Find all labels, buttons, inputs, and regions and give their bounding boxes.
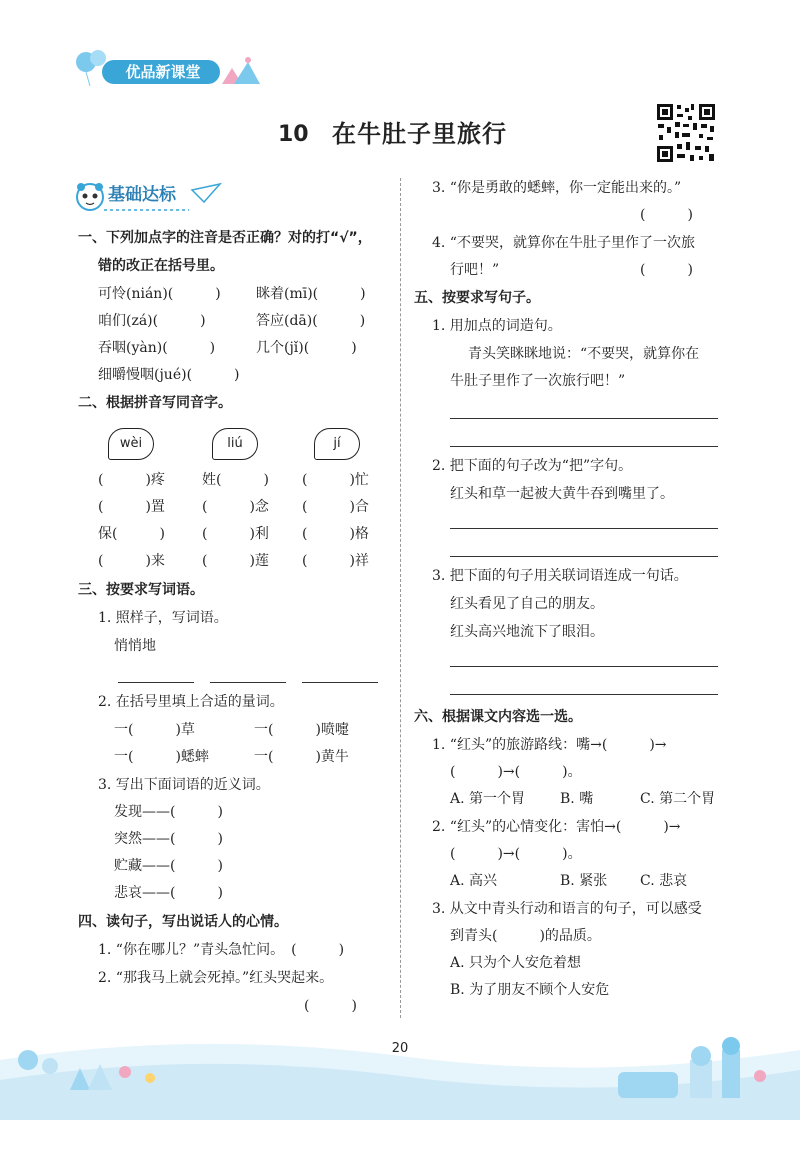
- q6-option[interactable]: C. 第二个胃: [640, 791, 716, 807]
- section-badge: [74, 180, 224, 214]
- q6-item: 2. “红头”的心情变化：害怕→( )→: [432, 819, 681, 835]
- answer-line[interactable]: [302, 682, 378, 683]
- section-badge-label: 基础达标: [108, 185, 176, 205]
- q6-option[interactable]: C. 悲哀: [640, 873, 688, 889]
- q3-synonym: 突然——( ): [114, 831, 223, 847]
- answer-line[interactable]: [450, 666, 718, 667]
- q2-cell: ( )祥: [302, 553, 369, 569]
- q5-quote: 青头笑眯眯地说：“不要哭，就算你在: [468, 346, 700, 362]
- q3-title: 三、按要求写词语。: [78, 582, 204, 598]
- q6-option[interactable]: A. 只为个人安危着想: [450, 955, 582, 971]
- q5-quote: 牛肚子里作了一次旅行吧！”: [450, 373, 626, 389]
- q1-item: 吞咽(yàn)( ): [98, 340, 216, 356]
- q2-cell: 姓( ): [202, 472, 269, 488]
- q2-cell: ( )合: [302, 499, 369, 515]
- q6-option[interactable]: A. 第一个胃: [450, 791, 526, 807]
- q2-cell: 保( ): [98, 526, 165, 542]
- q5-title: 五、按要求写句子。: [414, 290, 540, 306]
- q6-title: 六、根据课文内容选一选。: [414, 709, 582, 725]
- q6-option[interactable]: B. 为了朋友不顾个人安危: [450, 982, 610, 998]
- q5-sub1: 1. 用加点的词造句。: [432, 318, 562, 334]
- q1-item: 答应(dā)( ): [256, 313, 366, 329]
- page-number: 20: [391, 1041, 409, 1056]
- q6-option[interactable]: B. 紧张: [560, 873, 608, 889]
- answer-line[interactable]: [450, 446, 718, 447]
- brand-logo: [72, 48, 262, 88]
- q1-title-cont: 错的改正在括号里。: [98, 258, 224, 274]
- answer-line[interactable]: [210, 682, 286, 683]
- q5-sub3: 3. 把下面的句子用关联词语连成一句话。: [432, 568, 688, 584]
- q3-measure: 一( )蟋蟀: [114, 749, 209, 765]
- answer-line[interactable]: [450, 556, 718, 557]
- page-title: 在牛肚子里旅行: [332, 120, 507, 148]
- q1-item: 可怜(nián)( ): [98, 286, 221, 302]
- pinyin-bubble: liú: [212, 428, 258, 460]
- pinyin-bubble: jí: [314, 428, 360, 460]
- answer-line[interactable]: [118, 682, 194, 683]
- q6-option[interactable]: A. 高兴: [450, 873, 498, 889]
- q3-measure: 一( )喷嚏: [254, 722, 349, 738]
- q6-item: 3. 从文中青头行动和语言的句子，可以感受: [432, 901, 702, 917]
- q4-item: 1. “你在哪儿？”青头急忙问。 ( ): [98, 942, 345, 958]
- q2-cell: ( )来: [98, 553, 165, 569]
- q5-sub2: 2. 把下面的句子改为“把”字句。: [432, 458, 633, 474]
- pinyin-bubble: wèi: [108, 428, 154, 460]
- q3-synonym: 发现——( ): [114, 804, 223, 820]
- q5-sentence: 红头和草一起被大黄牛吞到嘴里了。: [450, 486, 674, 502]
- q4-item: 3. “你是勇敢的蟋蟀，你一定能出来的。”: [432, 180, 682, 196]
- q2-cell: ( )疼: [98, 472, 165, 488]
- q2-cell: ( )利: [202, 526, 269, 542]
- q4-item: 行吧！”: [450, 262, 500, 278]
- brand-text: 优品新课堂: [125, 63, 201, 81]
- q3-sub2: 2. 在括号里填上合适的量词。: [98, 694, 284, 710]
- q4-blank: ( ): [640, 262, 693, 278]
- q6-item: ( )→( )。: [450, 846, 582, 862]
- q1-title: 一、下列加点字的注音是否正确？对的打“√”，: [78, 230, 372, 246]
- q2-cell: ( )忙: [302, 472, 369, 488]
- q6-item: 到青头( )的品质。: [450, 928, 601, 944]
- q6-option[interactable]: B. 嘴: [560, 791, 594, 807]
- q2-cell: ( )念: [202, 499, 269, 515]
- q4-item: 2. “那我马上就会死掉。”红头哭起来。: [98, 970, 334, 986]
- q5-sentence: 红头高兴地流下了眼泪。: [450, 624, 604, 640]
- q4-blank: ( ): [640, 207, 693, 223]
- footer-decoration: [0, 1020, 800, 1120]
- q3-measure: 一( )草: [114, 722, 195, 738]
- q2-cell: ( )格: [302, 526, 369, 542]
- q4-blank: ( ): [304, 998, 357, 1014]
- answer-line[interactable]: [450, 694, 718, 695]
- q3-sub1: 1. 照样子，写词语。: [98, 610, 228, 626]
- q2-cell: ( )置: [98, 499, 165, 515]
- q2-cell: ( )莲: [202, 553, 269, 569]
- q6-item: ( )→( )。: [450, 764, 582, 780]
- q1-item: 几个(jǐ)( ): [256, 340, 357, 356]
- q1-item: 细嚼慢咽(jué)( ): [98, 367, 240, 383]
- q3-synonym: 悲哀——( ): [114, 885, 223, 901]
- q4-item: 4. “不要哭，就算你在牛肚子里作了一次旅: [432, 235, 695, 251]
- q6-item: 1. “红头”的旅游路线：嘴→( )→: [432, 737, 667, 753]
- q3-synonym: 贮藏——( ): [114, 858, 223, 874]
- answer-line[interactable]: [450, 528, 718, 529]
- q4-title: 四、读句子，写出说话人的心情。: [78, 914, 288, 930]
- q1-item: 眯着(mī)( ): [256, 286, 366, 302]
- q3-sub3: 3. 写出下面词语的近义词。: [98, 777, 270, 793]
- q2-title: 二、根据拼音写同音字。: [78, 395, 232, 411]
- lesson-number: 10: [278, 122, 309, 147]
- qr-code-icon[interactable]: [655, 102, 717, 164]
- q3-measure: 一( )黄牛: [254, 749, 349, 765]
- column-divider: [400, 178, 401, 1018]
- answer-line[interactable]: [450, 418, 718, 419]
- q3-sample: 悄悄地: [114, 638, 156, 654]
- q5-sentence: 红头看见了自己的朋友。: [450, 596, 604, 612]
- q1-item: 咱们(zá)( ): [98, 313, 206, 329]
